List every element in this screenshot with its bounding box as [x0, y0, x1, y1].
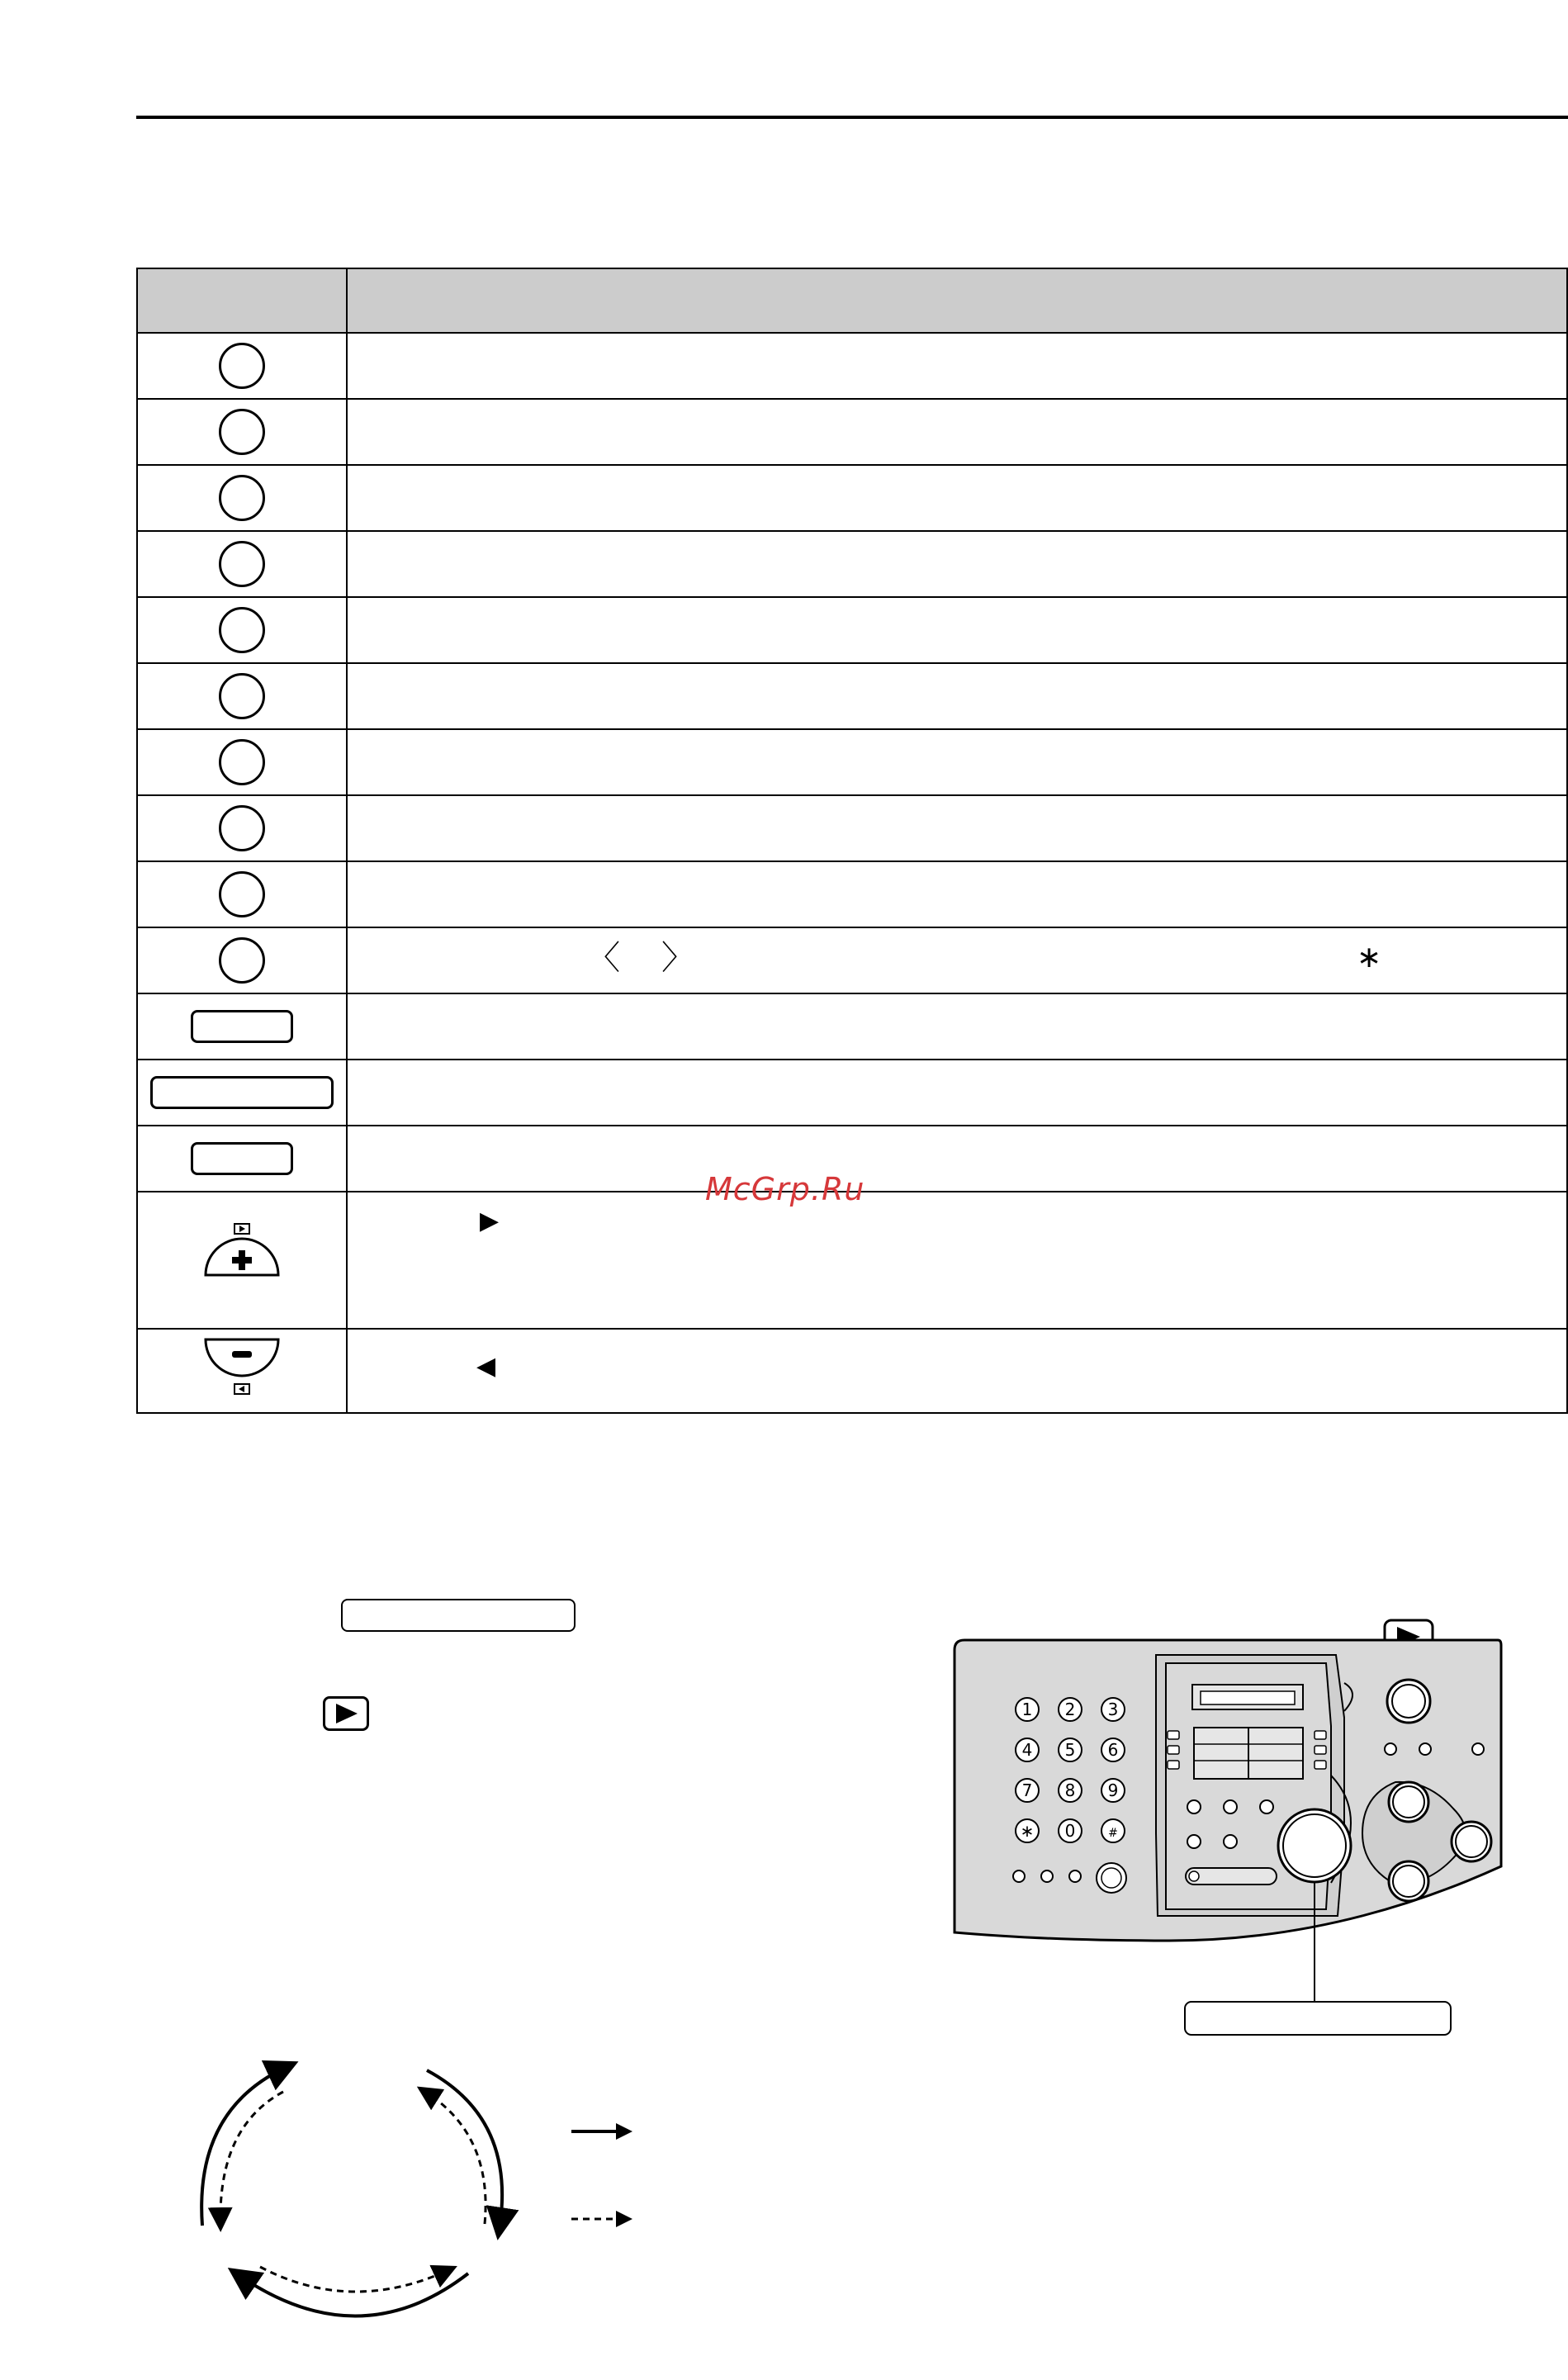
play-icon: [325, 1699, 367, 1728]
round-key-icon: [219, 805, 265, 851]
round-key-icon: [219, 937, 265, 984]
solid-arrow: [201, 2067, 287, 2226]
table-row: [137, 663, 1567, 729]
table-header-function: [347, 268, 1567, 333]
keypad-label: 6: [1107, 1740, 1119, 1760]
key-table: [136, 268, 1568, 1414]
table-header-key: [137, 268, 347, 333]
table-row: [137, 1060, 1567, 1126]
keypad-label: ∗: [1020, 1821, 1035, 1841]
table-row: [137, 399, 1567, 465]
rect-key-icon: [191, 1142, 293, 1175]
keypad-label: 4: [1021, 1740, 1033, 1760]
table-row: [137, 597, 1567, 663]
solid-arrow: [239, 2273, 468, 2316]
round-key-icon: [219, 871, 265, 917]
rect-key-icon: [150, 1076, 334, 1109]
left-angle-symbol: 〈: [587, 939, 620, 977]
table-row: [137, 465, 1567, 531]
keypad-label: 0: [1064, 1821, 1076, 1841]
cycle-diagram: [186, 2052, 533, 2333]
keypad-label: 8: [1064, 1780, 1076, 1800]
keypad-label: 2: [1064, 1700, 1076, 1719]
plus-key-icon: [138, 1192, 346, 1325]
dashed-arrow: [260, 2267, 448, 2292]
top-rule: [136, 116, 1568, 119]
legend-solid-arrow: [570, 2119, 636, 2144]
star-symbol: ∗: [1357, 941, 1382, 974]
round-key-icon: [219, 541, 265, 587]
table-row: [137, 993, 1567, 1060]
table-row: [137, 333, 1567, 399]
keypad-label: 7: [1021, 1780, 1033, 1800]
round-key-icon: [219, 343, 265, 389]
minus-key-icon: [138, 1330, 346, 1409]
watermark: McGrp.Ru: [705, 1171, 865, 1207]
keypad-label: 9: [1107, 1780, 1119, 1800]
round-key-icon: [219, 475, 265, 521]
table-header-row: [137, 268, 1567, 333]
play-left-symbol: ◀: [476, 1352, 496, 1381]
play-right-symbol: ▶: [480, 1207, 500, 1235]
fax-panel-illustration: [950, 1619, 1511, 2048]
long-key-button[interactable]: [341, 1599, 576, 1632]
round-key-icon: [219, 673, 265, 719]
keypad-label: 3: [1107, 1700, 1119, 1719]
round-key-icon: [219, 739, 265, 785]
keypad-label: 1: [1021, 1700, 1033, 1719]
table-row: [137, 795, 1567, 861]
right-angle-symbol: 〉: [661, 939, 694, 977]
table-row: [137, 729, 1567, 795]
table-row: [137, 531, 1567, 597]
play-button[interactable]: [323, 1696, 369, 1731]
table-row: [137, 927, 1567, 993]
long-key-callout[interactable]: [1185, 2002, 1451, 2035]
keypad-label: 5: [1064, 1740, 1076, 1760]
keypad-label: #: [1108, 1827, 1118, 1840]
table-row: [137, 1192, 1567, 1329]
solid-arrow: [427, 2070, 502, 2227]
table-row: [137, 1329, 1567, 1413]
round-key-icon: [219, 409, 265, 455]
rect-key-icon: [191, 1010, 293, 1043]
table-row: [137, 861, 1567, 927]
legend-dashed-arrow: [570, 2207, 636, 2231]
round-key-icon: [219, 607, 265, 653]
